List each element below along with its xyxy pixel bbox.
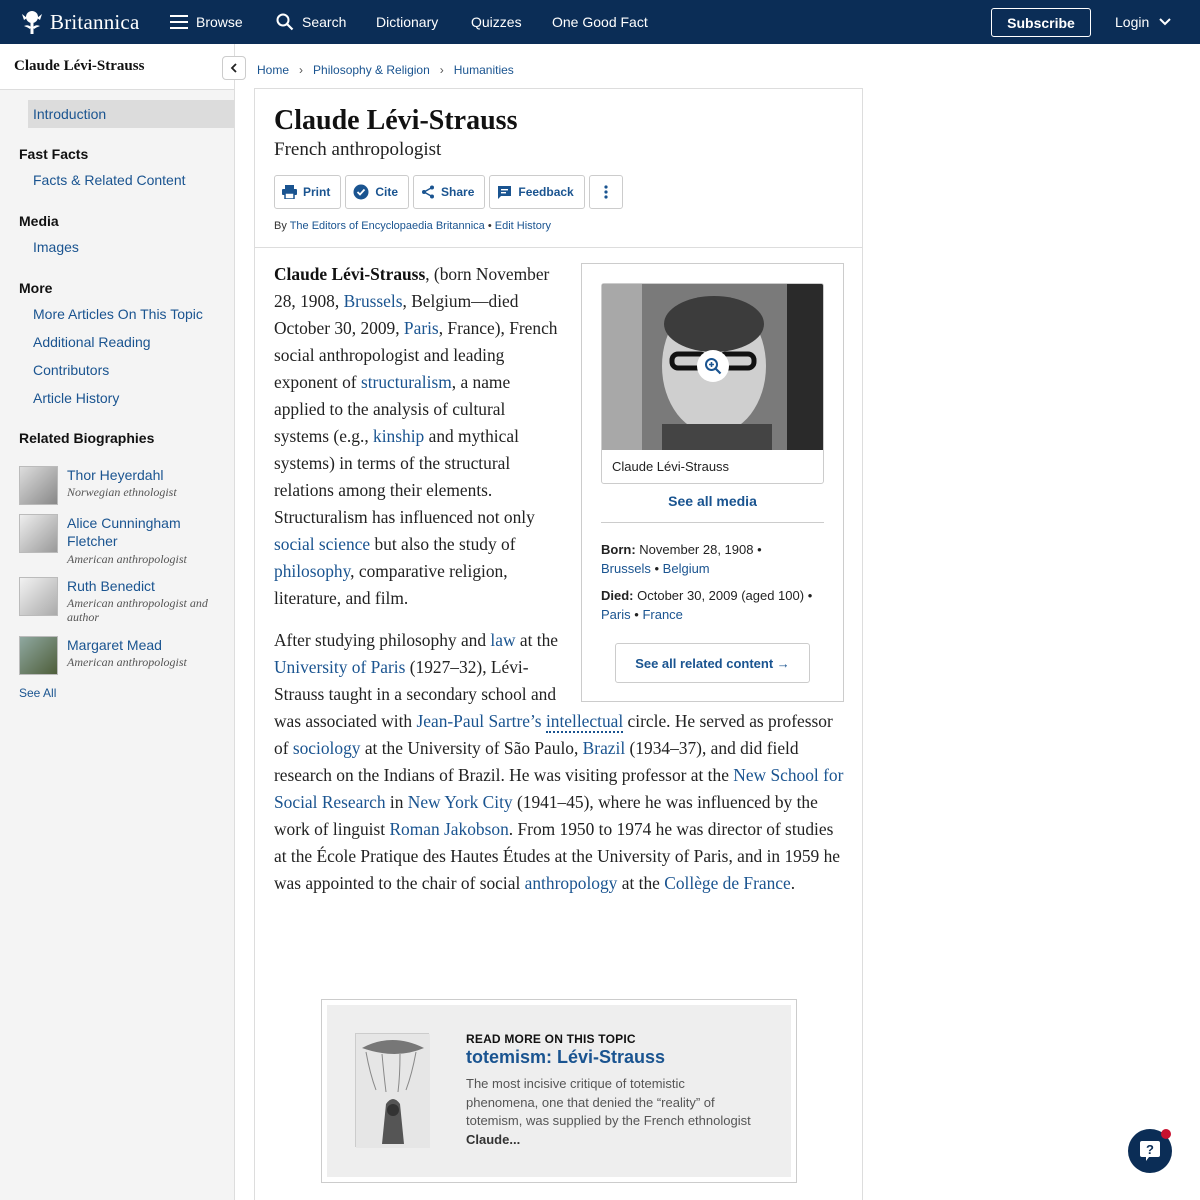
bio-thumbnail [19, 514, 58, 553]
read-more-inner [327, 1005, 791, 1177]
text: . From 1950 to 1974 he was director of studies at the École Pratique des Hautes Études at the University of Paris, and in 1959 he was appointed to the chair of social [274, 819, 841, 893]
search-label: Search [302, 14, 347, 30]
text: , France), French social anthropologist and leading exponent of [274, 318, 558, 392]
article-toolbar [274, 175, 623, 209]
bio-description: American anthropologist and author [67, 596, 208, 624]
britannica-logo[interactable] [18, 6, 139, 38]
link-kinship[interactable]: kinship [373, 426, 425, 446]
bio-name[interactable]: Ruth Benedict [67, 578, 155, 594]
media-card[interactable] [601, 283, 824, 484]
toc-fast-facts-heading: Fast Facts [19, 146, 89, 162]
link-jean-paul-sartre[interactable]: Jean-Paul Sartre’s [416, 711, 542, 731]
bio-name[interactable]: Alice Cunningham Fletcher [67, 515, 181, 549]
link-structuralism[interactable]: structuralism [360, 372, 452, 392]
cite-button[interactable] [345, 175, 409, 209]
text: After studying philosophy and [274, 630, 491, 650]
died-label: Died: [601, 588, 634, 603]
header-divider [255, 247, 862, 248]
link-intellectual-definition[interactable]: intellectual [545, 711, 624, 731]
read-more-box[interactable] [321, 999, 797, 1183]
text: at the [617, 873, 665, 893]
edit-history-link[interactable]: Edit History [494, 220, 551, 232]
share-label: Share [441, 185, 475, 199]
search-icon [276, 13, 294, 31]
died-fact [601, 586, 824, 624]
share-button[interactable] [413, 175, 485, 209]
nav-one-good-fact[interactable] [552, 0, 648, 44]
read-more-title-link[interactable]: totemism: Lévi-Strauss [466, 1047, 666, 1067]
bullet: • [654, 561, 660, 576]
see-all-media-link[interactable]: See all media [668, 493, 757, 509]
bio-description: American anthropologist [67, 655, 187, 669]
text: , (born November 28, 1908, [274, 264, 550, 311]
browse-menu[interactable] [170, 0, 243, 44]
toc-images[interactable]: Images [33, 239, 79, 255]
born-country-link[interactable]: Belgium [662, 561, 710, 576]
help-question-icon [1139, 1140, 1161, 1162]
login-button[interactable] [1115, 0, 1171, 44]
toc-facts-related-content[interactable]: Facts & Related Content [33, 172, 186, 188]
byline-by: By [274, 220, 287, 232]
link-brussels[interactable]: Brussels [343, 291, 403, 311]
link-university-of-paris[interactable]: University of Paris [274, 657, 406, 677]
born-fact [601, 540, 824, 578]
link-college-de-france[interactable]: Collège de France [664, 873, 791, 893]
link-new-school[interactable]: New School for Social Research [274, 765, 844, 812]
toc-additional-reading[interactable]: Additional Reading [33, 334, 151, 350]
feedback-label: Feedback [518, 185, 574, 199]
sidebar-title: Claude Lévi-Strauss [14, 58, 145, 74]
media-caption: Claude Lévi-Strauss [612, 459, 730, 474]
share-icon [421, 185, 435, 199]
bio-thumbnail [19, 466, 58, 505]
born-city-link[interactable]: Brussels [601, 561, 651, 576]
read-more-label: READ MORE ON THIS TOPIC [466, 1032, 636, 1046]
zoom-in-icon [704, 357, 722, 375]
top-navigation [0, 0, 1200, 44]
bio-description: Norwegian ethnologist [67, 485, 177, 499]
breadcrumb-separator-icon: › [439, 63, 444, 77]
link-law[interactable]: law [490, 630, 516, 650]
search-button[interactable] [276, 0, 346, 44]
logo-text: Britannica [50, 9, 140, 34]
hamburger-icon [170, 15, 188, 29]
breadcrumb-separator-icon: › [299, 63, 304, 77]
see-all-biographies-link[interactable]: See All [19, 686, 57, 700]
related-bio-item[interactable] [19, 577, 229, 627]
chevron-down-icon [1159, 18, 1171, 26]
page-subtitle: French anthropologist [274, 139, 442, 160]
subject-name: Claude Lévi-Strauss [274, 264, 426, 284]
died-country-link[interactable]: France [642, 607, 683, 622]
byline-separator: • [487, 220, 492, 232]
toc-more-heading: More [19, 280, 53, 296]
text: and mythical systems) in terms of the structural relations among their elements. Structuralism has influenced not only [274, 426, 535, 527]
died-city-link[interactable]: Paris [601, 607, 631, 622]
born-date: November 28, 1908 [639, 542, 754, 557]
print-label: Print [303, 185, 331, 199]
fact-box-divider [601, 522, 824, 523]
read-more-thumbnail[interactable] [355, 1033, 429, 1147]
excerpt-bold: Claude... [466, 1131, 521, 1147]
sidebar-header [0, 44, 234, 90]
born-label: Born: [601, 542, 636, 557]
login-label: Login [1115, 14, 1150, 30]
fish-totem-illustration [356, 1034, 430, 1148]
notification-dot [1161, 1129, 1171, 1139]
toc-article-history[interactable]: Article History [33, 390, 120, 406]
text: in [385, 792, 408, 812]
page-title: Claude Lévi-Strauss [274, 105, 518, 136]
quizzes-label: Quizzes [471, 14, 522, 30]
print-icon [282, 185, 297, 199]
verified-check-icon [353, 184, 369, 200]
link-philosophy[interactable]: philosophy [274, 561, 351, 581]
bio-name[interactable]: Margaret Mead [67, 637, 162, 653]
one-good-fact-label: One Good Fact [552, 14, 648, 30]
link-roman-jakobson[interactable]: Roman Jakobson [389, 819, 509, 839]
bio-thumbnail [19, 577, 58, 616]
nav-dictionary[interactable] [376, 0, 438, 44]
read-more-excerpt [466, 1075, 756, 1149]
link-social-science[interactable]: social science [274, 534, 371, 554]
related-bio-item[interactable] [19, 466, 229, 508]
bullet: • [634, 607, 639, 622]
svg-text:?: ? [1146, 1142, 1154, 1157]
link-new-york-city[interactable]: New York City [407, 792, 513, 812]
text: , a name applied to the analysis of cultural systems (e.g., [274, 372, 511, 446]
bullet: • [757, 542, 762, 557]
thistle-logo-icon [18, 8, 46, 36]
byline-author-link[interactable]: The Editors of Encyclopaedia Britannica [289, 220, 485, 232]
text: , comparative religion, literature, and film. [274, 561, 508, 608]
bio-name[interactable]: Thor Heyerdahl [67, 467, 164, 483]
portrait-photo[interactable] [602, 284, 823, 450]
text: circle. He served as professor of [274, 711, 833, 758]
breadcrumb-home[interactable]: Home [257, 63, 290, 77]
see-all-related-content-button[interactable]: See all related content → [615, 643, 810, 683]
bio-description: American anthropologist [67, 552, 187, 566]
bullet: • [807, 588, 813, 603]
chevron-left-icon [230, 63, 238, 73]
more-vertical-icon [604, 185, 608, 199]
nav-quizzes[interactable] [471, 0, 522, 44]
related-biographies-heading: Related Biographies [19, 430, 155, 446]
related-bio-item[interactable] [19, 514, 229, 570]
text: (1941–45), where he was influenced by the work of linguist [274, 792, 818, 839]
excerpt-text: The most incisive critique of totemistic phenomena, one that denied the “reality” of totemism, was supplied by the French ethnologist [466, 1076, 751, 1128]
breadcrumb-philosophy-religion[interactable]: Philosophy & Religion [313, 63, 430, 77]
text: but also the study of [370, 534, 516, 554]
died-date: October 30, 2009 (aged 100) [637, 588, 805, 603]
byline [274, 220, 551, 232]
breadcrumb-humanities[interactable]: Humanities [453, 63, 514, 77]
article-card [254, 88, 863, 1200]
fact-box [581, 263, 844, 702]
related-bio-item[interactable] [19, 636, 229, 678]
link-sociology[interactable]: sociology [292, 738, 361, 758]
toc-more-articles[interactable]: More Articles On This Topic [33, 306, 203, 322]
text: at the University of São Paulo, [360, 738, 583, 758]
sidebar [0, 44, 235, 1200]
cite-label: Cite [375, 185, 399, 199]
text: (1927–32), Lévi-Strauss taught in a secondary school and was associated with [274, 657, 557, 731]
dictionary-label: Dictionary [376, 14, 439, 30]
link-brazil[interactable]: Brazil [582, 738, 626, 758]
collapse-sidebar-button[interactable] [222, 56, 246, 80]
toc-media-heading: Media [19, 213, 59, 229]
browse-label: Browse [196, 14, 243, 30]
link-paris[interactable]: Paris [403, 318, 439, 338]
toc-introduction[interactable]: Introduction [28, 100, 234, 128]
feedback-icon [497, 185, 512, 200]
link-anthropology[interactable]: anthropology [524, 873, 618, 893]
zoom-button[interactable] [697, 350, 729, 382]
bio-thumbnail [19, 636, 58, 675]
text: at the [515, 630, 559, 650]
text: . [790, 873, 796, 893]
feedback-button[interactable] [489, 175, 584, 209]
breadcrumb [257, 63, 514, 77]
more-options-button[interactable] [589, 175, 623, 209]
text: (1934–37), and did field research on the Indians of Brazil. He was visiting professor at the [274, 738, 799, 785]
text: , Belgium—died October 30, 2009, [274, 291, 519, 338]
print-button[interactable] [274, 175, 341, 209]
toc-contributors[interactable]: Contributors [33, 362, 110, 378]
subscribe-button[interactable]: Subscribe [991, 8, 1091, 37]
